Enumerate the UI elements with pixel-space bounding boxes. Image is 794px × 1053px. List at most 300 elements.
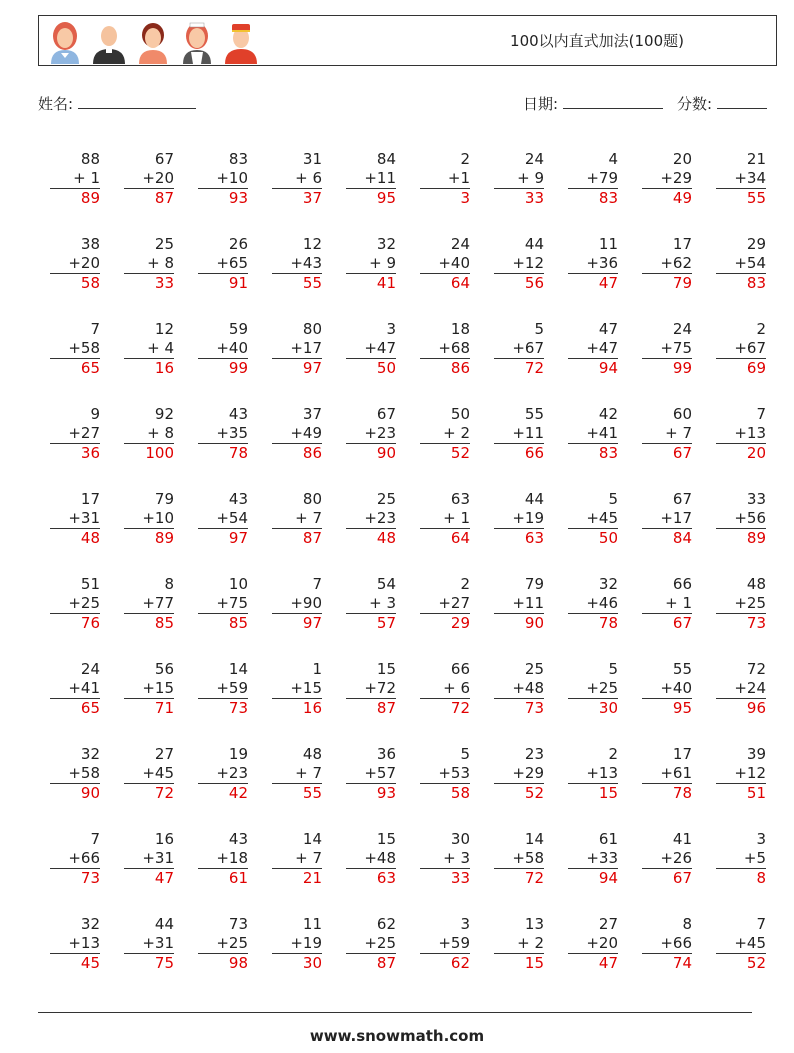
addend-bottom-value: 57 (376, 764, 396, 782)
answer: 33 (124, 273, 174, 293)
answer: 65 (50, 358, 100, 378)
addend-bottom-value: 3 (455, 849, 470, 867)
addition-problem (494, 405, 544, 463)
answer: 47 (568, 273, 618, 293)
addend-bottom (124, 339, 174, 358)
addend-bottom-value: 34 (746, 169, 766, 187)
addition-problem (494, 320, 544, 378)
answer: 55 (716, 188, 766, 208)
answer: 91 (198, 273, 248, 293)
plus-sign: + (660, 764, 673, 782)
answer: 89 (716, 528, 766, 548)
addition-problem (198, 235, 248, 293)
addend-bottom (272, 339, 322, 358)
addend-bottom (420, 764, 470, 783)
addend-top: 3 (460, 915, 470, 933)
plus-sign: + (142, 169, 155, 187)
addend-bottom-value: 56 (746, 509, 766, 527)
addition-problem (642, 405, 692, 463)
addend-bottom (420, 594, 470, 613)
plus-sign: + (660, 169, 673, 187)
addend-top: 33 (746, 490, 766, 508)
addend-bottom (198, 849, 248, 868)
addend-top: 43 (228, 830, 248, 848)
answer: 89 (124, 528, 174, 548)
addition-problem (50, 575, 100, 633)
addition-problem (346, 745, 396, 803)
addend-bottom-value: 25 (80, 594, 100, 612)
addend-bottom (198, 764, 248, 783)
addend-bottom (272, 934, 322, 953)
addend-bottom (124, 679, 174, 698)
addend-top: 62 (376, 915, 396, 933)
answer: 73 (50, 868, 100, 888)
addend-top: 32 (598, 575, 618, 593)
addend-bottom-value: 7 (677, 424, 692, 442)
answer: 99 (642, 358, 692, 378)
addend-bottom (124, 764, 174, 783)
addend-bottom-value: 45 (598, 509, 618, 527)
addend-bottom-value: 13 (746, 424, 766, 442)
addend-bottom-value: 1 (455, 509, 470, 527)
date-blank (563, 94, 663, 109)
plus-sign: + (660, 339, 673, 357)
answer: 73 (198, 698, 248, 718)
addend-top: 67 (376, 405, 396, 423)
plus-sign: + (142, 934, 155, 952)
addition-problem (568, 745, 618, 803)
addend-bottom-value: 1 (460, 169, 470, 187)
addend-bottom (568, 849, 618, 868)
addition-problem (124, 235, 174, 293)
addend-top: 39 (746, 745, 766, 763)
plus-sign: + (295, 849, 308, 867)
addend-top: 23 (524, 745, 544, 763)
plus-sign: + (73, 169, 86, 187)
addition-problem (494, 660, 544, 718)
addition-problem (124, 575, 174, 633)
answer: 33 (494, 188, 544, 208)
addition-problem (50, 320, 100, 378)
answer: 75 (124, 953, 174, 973)
plus-sign: + (142, 509, 155, 527)
addend-top: 19 (228, 745, 248, 763)
addition-problem (568, 915, 618, 973)
answer: 50 (568, 528, 618, 548)
plus-sign: + (364, 424, 377, 442)
addend-bottom (494, 849, 544, 868)
answer: 47 (124, 868, 174, 888)
plus-sign: + (512, 764, 525, 782)
addition-problem (124, 405, 174, 463)
addition-problem (716, 915, 766, 973)
addend-top: 61 (598, 830, 618, 848)
addend-bottom-value: 5 (756, 849, 766, 867)
addend-bottom-value: 65 (228, 254, 248, 272)
addition-problem (346, 235, 396, 293)
addend-bottom (198, 509, 248, 528)
addend-bottom-value: 7 (307, 509, 322, 527)
plus-sign: + (68, 764, 81, 782)
addend-top: 8 (682, 915, 692, 933)
addend-bottom-value: 43 (302, 254, 322, 272)
answer: 93 (198, 188, 248, 208)
answer: 15 (568, 783, 618, 803)
addend-bottom-value: 4 (159, 339, 174, 357)
name-label: 姓名: (38, 95, 74, 113)
addition-problem (642, 915, 692, 973)
answer: 97 (272, 358, 322, 378)
addend-bottom (568, 339, 618, 358)
addition-problem (272, 575, 322, 633)
plus-sign: + (586, 509, 599, 527)
addend-bottom-value: 8 (159, 424, 174, 442)
answer: 16 (272, 698, 322, 718)
name-field (38, 93, 196, 114)
addition-problem (494, 575, 544, 633)
addend-bottom (642, 339, 692, 358)
answer: 64 (420, 528, 470, 548)
addend-bottom-value: 58 (80, 764, 100, 782)
answer: 15 (494, 953, 544, 973)
addend-bottom-value: 15 (302, 679, 322, 697)
addend-bottom (124, 424, 174, 443)
plus-sign: + (142, 764, 155, 782)
plus-sign: + (216, 934, 229, 952)
answer: 90 (50, 783, 100, 803)
addend-top: 10 (228, 575, 248, 593)
addend-bottom (198, 594, 248, 613)
addend-bottom-value: 25 (598, 679, 618, 697)
addition-problem (568, 150, 618, 208)
addend-top: 14 (524, 830, 544, 848)
addend-bottom (346, 339, 396, 358)
plus-sign: + (734, 339, 747, 357)
answer: 83 (568, 443, 618, 463)
addend-bottom-value: 40 (228, 339, 248, 357)
addend-bottom-value: 54 (228, 509, 248, 527)
plus-sign: + (512, 509, 525, 527)
addend-bottom (494, 764, 544, 783)
plus-sign: + (443, 679, 456, 697)
addend-top: 5 (608, 660, 618, 678)
addend-bottom (50, 169, 100, 188)
addend-top: 8 (164, 575, 174, 593)
addend-bottom (642, 594, 692, 613)
addend-bottom (568, 679, 618, 698)
answer: 95 (346, 188, 396, 208)
addend-top: 44 (524, 235, 544, 253)
addend-bottom-value: 9 (381, 254, 396, 272)
addition-problem (716, 575, 766, 633)
addend-top: 15 (376, 660, 396, 678)
answer: 47 (568, 953, 618, 973)
addition-problem (716, 660, 766, 718)
addition-problem (50, 235, 100, 293)
plus-sign: + (586, 849, 599, 867)
addend-bottom-value: 20 (80, 254, 100, 272)
addend-top: 84 (376, 150, 396, 168)
addend-bottom-value: 75 (672, 339, 692, 357)
addend-bottom-value: 47 (376, 339, 396, 357)
answer: 83 (568, 188, 618, 208)
plus-sign: + (660, 934, 673, 952)
plus-sign: + (364, 934, 377, 952)
addend-top: 56 (154, 660, 174, 678)
addend-bottom (50, 679, 100, 698)
addend-bottom-value: 54 (746, 254, 766, 272)
addend-bottom-value: 45 (746, 934, 766, 952)
addend-bottom-value: 31 (154, 849, 174, 867)
addition-problem (642, 660, 692, 718)
addition-problem (198, 150, 248, 208)
plus-sign: + (586, 934, 599, 952)
answer: 52 (716, 953, 766, 973)
addend-bottom-value: 11 (376, 169, 396, 187)
plus-sign: + (743, 849, 757, 867)
answer: 95 (642, 698, 692, 718)
plus-sign: + (290, 339, 303, 357)
plus-sign: + (734, 764, 747, 782)
addend-bottom (642, 934, 692, 953)
addend-bottom-value: 62 (672, 254, 692, 272)
addition-problem (642, 235, 692, 293)
plus-sign: + (660, 509, 673, 527)
answer: 86 (272, 443, 322, 463)
addend-top: 79 (154, 490, 174, 508)
addend-top: 67 (154, 150, 174, 168)
plus-sign: + (517, 169, 530, 187)
addend-bottom (50, 254, 100, 273)
addend-bottom (124, 934, 174, 953)
answer: 94 (568, 868, 618, 888)
addend-top: 1 (312, 660, 322, 678)
plus-sign: + (734, 594, 747, 612)
plus-sign: + (512, 339, 525, 357)
answer: 51 (716, 783, 766, 803)
addend-bottom (346, 509, 396, 528)
addend-bottom-value: 20 (154, 169, 174, 187)
addend-top: 11 (598, 235, 618, 253)
date-label: 日期: (523, 95, 559, 113)
addend-bottom (642, 424, 692, 443)
addend-bottom-value: 67 (746, 339, 766, 357)
addend-bottom-value: 6 (455, 679, 470, 697)
plus-sign: + (665, 424, 678, 442)
footer-divider (38, 1012, 752, 1013)
addition-problem (124, 830, 174, 888)
addition-problem (420, 830, 470, 888)
score-blank (717, 94, 767, 109)
addend-bottom-value: 1 (85, 169, 100, 187)
answer: 42 (198, 783, 248, 803)
addend-bottom (272, 849, 322, 868)
addend-bottom (494, 509, 544, 528)
plus-sign: + (147, 424, 160, 442)
addend-top: 44 (524, 490, 544, 508)
addition-problem (716, 235, 766, 293)
plus-sign: + (438, 934, 451, 952)
plus-sign: + (586, 424, 599, 442)
answer: 87 (124, 188, 174, 208)
addend-bottom (716, 254, 766, 273)
addition-problem (420, 575, 470, 633)
addend-bottom-value: 46 (598, 594, 618, 612)
addend-bottom (568, 254, 618, 273)
addition-problem (124, 150, 174, 208)
addend-top: 12 (302, 235, 322, 253)
addition-problem (716, 745, 766, 803)
addend-top: 55 (672, 660, 692, 678)
plus-sign: + (517, 934, 530, 952)
plus-sign: + (734, 934, 747, 952)
addend-bottom-value: 77 (154, 594, 174, 612)
addition-problem (716, 490, 766, 548)
addend-top: 18 (450, 320, 470, 338)
addition-problem (716, 150, 766, 208)
plus-sign: + (290, 254, 303, 272)
page-title: 100以内直式加法(100题) (510, 32, 684, 50)
addition-problem (494, 745, 544, 803)
addend-bottom (420, 849, 470, 868)
addend-top: 5 (608, 490, 618, 508)
addend-bottom-value: 48 (524, 679, 544, 697)
addition-problem (346, 915, 396, 973)
addition-problem (50, 745, 100, 803)
addend-top: 2 (608, 745, 618, 763)
addition-problem (272, 660, 322, 718)
addend-bottom-value: 33 (598, 849, 618, 867)
plus-sign: + (734, 254, 747, 272)
addend-bottom (272, 764, 322, 783)
plus-sign: + (447, 169, 461, 187)
girl-avatar-icon (135, 20, 171, 64)
addition-problem (568, 320, 618, 378)
plus-sign: + (216, 679, 229, 697)
addition-problem (198, 745, 248, 803)
avatar-strip (47, 20, 259, 64)
answer: 71 (124, 698, 174, 718)
answer: 69 (716, 358, 766, 378)
addend-bottom-value: 2 (529, 934, 544, 952)
plus-sign: + (443, 424, 456, 442)
addition-problem (346, 490, 396, 548)
addend-top: 2 (460, 150, 470, 168)
addend-top: 5 (460, 745, 470, 763)
addend-bottom-value: 45 (154, 764, 174, 782)
addend-bottom (124, 169, 174, 188)
plus-sign: + (142, 594, 155, 612)
plus-sign: + (660, 254, 673, 272)
addition-problem (568, 830, 618, 888)
addend-top: 80 (302, 490, 322, 508)
plus-sign: + (216, 509, 229, 527)
addend-bottom (716, 509, 766, 528)
addend-top: 32 (80, 745, 100, 763)
answer: 78 (568, 613, 618, 633)
addend-bottom-value: 29 (672, 169, 692, 187)
addend-bottom (198, 934, 248, 953)
addend-top: 43 (228, 490, 248, 508)
plus-sign: + (734, 424, 747, 442)
addend-bottom-value: 58 (80, 339, 100, 357)
addend-bottom (420, 169, 470, 188)
answer: 20 (716, 443, 766, 463)
answer: 99 (198, 358, 248, 378)
addition-problem (420, 235, 470, 293)
addend-bottom (568, 594, 618, 613)
answer: 85 (124, 613, 174, 633)
addend-bottom-value: 68 (450, 339, 470, 357)
addition-problem (198, 915, 248, 973)
answer: 72 (494, 868, 544, 888)
plus-sign: + (665, 594, 678, 612)
answer: 48 (50, 528, 100, 548)
answer: 97 (272, 613, 322, 633)
answer: 56 (494, 273, 544, 293)
plus-sign: + (364, 509, 377, 527)
addend-bottom (50, 594, 100, 613)
answer: 79 (642, 273, 692, 293)
addition-problem (494, 915, 544, 973)
addition-problem (50, 830, 100, 888)
answer: 87 (272, 528, 322, 548)
addition-problem (716, 320, 766, 378)
addend-top: 41 (672, 830, 692, 848)
addend-top: 4 (608, 150, 618, 168)
addend-top: 27 (154, 745, 174, 763)
addition-problem (272, 830, 322, 888)
plus-sign: + (142, 849, 155, 867)
answer: 36 (50, 443, 100, 463)
addend-top: 12 (154, 320, 174, 338)
addition-problem (494, 830, 544, 888)
addend-top: 32 (376, 235, 396, 253)
answer: 29 (420, 613, 470, 633)
addend-top: 42 (598, 405, 618, 423)
addend-bottom (494, 169, 544, 188)
addend-bottom (50, 509, 100, 528)
addend-bottom-value: 35 (228, 424, 248, 442)
addend-bottom (346, 764, 396, 783)
addend-bottom (272, 679, 322, 698)
addition-problem (568, 235, 618, 293)
addend-bottom (272, 169, 322, 188)
answer: 74 (642, 953, 692, 973)
addend-bottom-value: 47 (598, 339, 618, 357)
addend-bottom-value: 12 (524, 254, 544, 272)
plus-sign: + (68, 849, 81, 867)
addend-bottom-value: 26 (672, 849, 692, 867)
addition-problem (272, 405, 322, 463)
addition-problem (642, 490, 692, 548)
answer: 52 (420, 443, 470, 463)
plus-sign: + (216, 424, 229, 442)
addend-top: 24 (450, 235, 470, 253)
answer: 41 (346, 273, 396, 293)
addend-bottom-value: 59 (228, 679, 248, 697)
answer: 87 (346, 698, 396, 718)
answer: 33 (420, 868, 470, 888)
answer: 67 (642, 613, 692, 633)
plus-sign: + (438, 594, 451, 612)
addition-problem (198, 320, 248, 378)
addend-top: 16 (154, 830, 174, 848)
addend-bottom-value: 23 (376, 509, 396, 527)
answer: 67 (642, 443, 692, 463)
addend-top: 24 (524, 150, 544, 168)
addition-problem (346, 830, 396, 888)
